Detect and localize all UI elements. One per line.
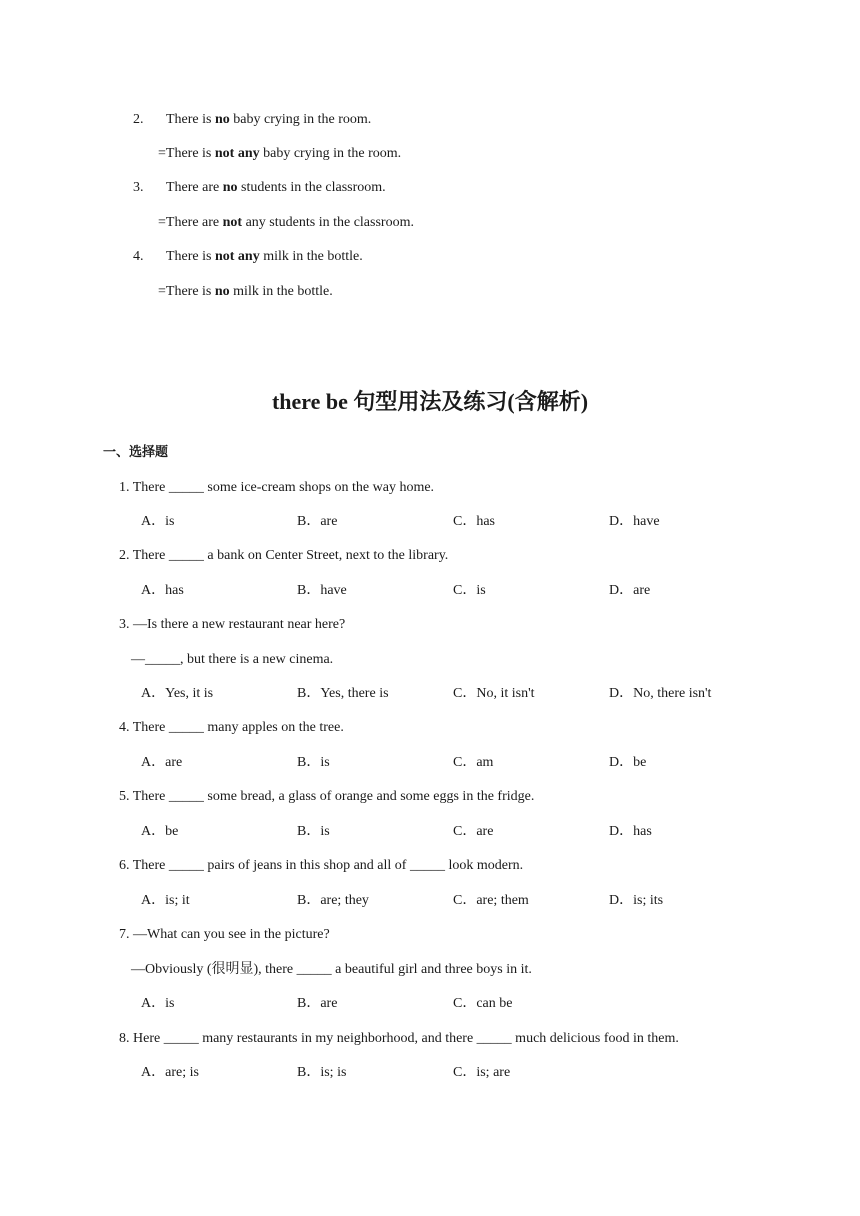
q4-option-a: A．are xyxy=(141,755,183,770)
q1-option-a: A．is xyxy=(141,514,175,529)
page-title: there be 句型用法及练习(含解析) xyxy=(271,389,589,414)
question-3-stem: 3. —Is there a new restaurant near here? xyxy=(119,617,346,632)
q4-option-c: C．am xyxy=(453,755,494,770)
example-3-sentence: There are no students in the classroom. xyxy=(166,180,386,195)
q2-option-d: D．are xyxy=(609,583,651,598)
q3-option-b: B．Yes, there is xyxy=(297,686,389,701)
example-4-equivalent: =There is no milk in the bottle. xyxy=(158,284,333,299)
question-4-stem: 4. There _____ many apples on the tree. xyxy=(119,720,344,735)
example-3-number: 3. xyxy=(133,180,144,195)
question-5-stem: 5. There _____ some bread, a glass of orange and some eggs in the fridge. xyxy=(119,789,535,804)
example-4-sentence: There is not any milk in the bottle. xyxy=(166,249,363,264)
q3-option-c: C．No, it isn't xyxy=(453,686,535,701)
q6-option-c: C．are; them xyxy=(453,893,529,908)
example-2-number: 2. xyxy=(133,112,144,127)
q6-option-d: D．is; its xyxy=(609,893,664,908)
question-8-stem: 8. Here _____ many restaurants in my neighborhood, and there _____ much delicious food in them. xyxy=(119,1031,679,1046)
q2-option-c: C．is xyxy=(453,583,486,598)
q1-option-c: C．has xyxy=(453,514,495,529)
example-3-equivalent: =There are not any students in the classroom. xyxy=(158,215,414,230)
q3-option-d: D．No, there isn't xyxy=(609,686,712,701)
q4-option-d: D．be xyxy=(609,755,647,770)
q1-option-b: B．are xyxy=(297,514,338,529)
section-heading: 一、选择题 xyxy=(103,445,169,460)
q2-option-a: A．has xyxy=(141,583,184,598)
q3-option-a: A．Yes, it is xyxy=(141,686,214,701)
q5-option-a: A．be xyxy=(141,824,179,839)
example-4-number: 4. xyxy=(133,249,144,264)
q4-option-b: B．is xyxy=(297,755,330,770)
example-2-sentence: There is no baby crying in the room. xyxy=(166,112,372,127)
question-3-response: —_____, but there is a new cinema. xyxy=(131,652,334,667)
q8-option-a: A．are; is xyxy=(141,1065,199,1080)
q5-option-c: C．are xyxy=(453,824,494,839)
q2-option-b: B．have xyxy=(297,583,347,598)
q5-option-d: D．has xyxy=(609,824,652,839)
question-7-response: —Obviously (很明显), there _____ a beautiful girl and three boys in it. xyxy=(131,962,532,977)
q7-option-b: B．are xyxy=(297,996,338,1011)
question-2-stem: 2. There _____ a bank on Center Street, next to the library. xyxy=(119,548,449,563)
question-1-stem: 1. There _____ some ice-cream shops on the way home. xyxy=(119,480,435,495)
q6-option-a: A．is; it xyxy=(141,893,190,908)
q8-option-c: C．is; are xyxy=(453,1065,511,1080)
question-6-stem: 6. There _____ pairs of jeans in this shop and all of _____ look modern. xyxy=(119,858,524,873)
q7-option-c: C．can be xyxy=(453,996,513,1011)
q6-option-b: B．are; they xyxy=(297,893,369,908)
q1-option-d: D．have xyxy=(609,514,660,529)
example-2-equivalent: =There is not any baby crying in the room. xyxy=(158,146,402,161)
question-7-stem: 7. —What can you see in the picture? xyxy=(119,927,330,942)
q8-option-b: B．is; is xyxy=(297,1065,347,1080)
q5-option-b: B．is xyxy=(297,824,330,839)
q7-option-a: A．is xyxy=(141,996,175,1011)
